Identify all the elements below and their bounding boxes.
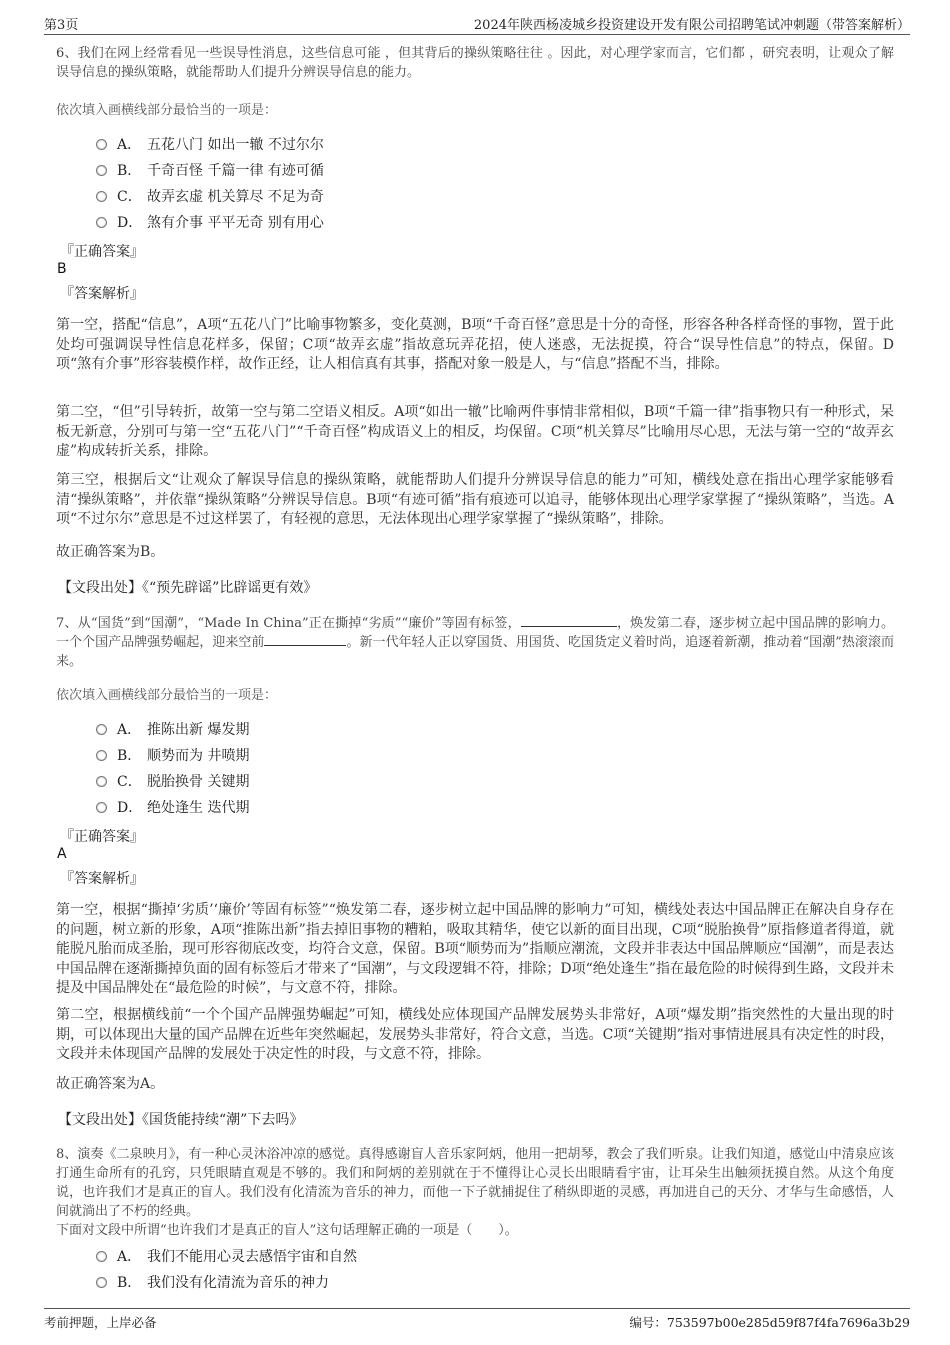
option-text: 绝处逢生 迭代期 <box>147 800 250 816</box>
question-7-option-c[interactable] <box>96 772 249 792</box>
radio-icon[interactable] <box>96 1251 107 1262</box>
option-text: 我们没有化清流为音乐的神力 <box>147 1275 329 1291</box>
question-8-stem: 8、演奏《二泉映月》，有一种心灵沐浴冲凉的感觉。真得感谢盲人音乐家阿炳，他用一把胡琴，教会了我们听泉。让我们知道，感觉山中清泉应该打通生命所有的孔窍，只凭眼睛直观是不够的。我们和阿炳的差别就在于不懂得让心灵长出眼睛看宇宙，让耳朵生出触须抚摸自然。从这个角度说，也许我们才是真正的盲人。我们没有化清流为音乐的神力，而他一下子就捕捉住了稍纵即逝的灵感，再加进自己的天分、才华与生命感悟，人间就淌出了不朽的经典。 <box>56 1147 894 1219</box>
question-6-analysis-3-block <box>56 471 894 530</box>
question-6-stem: 6、我们在网上经常看见一些误导性消息，这些信息可能 ，但其背后的操纵策略往往 。因此，对心理学家而言，它们都 ，研究表明，让观众了解误导信息的操纵策略，就能帮助人们提升分辨误导信息的能力。 <box>56 46 894 80</box>
radio-icon[interactable] <box>96 776 107 787</box>
page-number: 第3页 <box>44 18 79 33</box>
option-letter: B． <box>117 163 142 179</box>
question-6-option-a[interactable] <box>96 135 324 155</box>
option-text: 千奇百怪 千篇一律 有迹可循 <box>147 163 324 179</box>
question-7-stem <box>56 614 894 671</box>
option-letter: A． <box>117 1249 142 1265</box>
question-6-analysis-2-block <box>56 403 894 462</box>
option-letter: B． <box>117 748 142 764</box>
question-6-stem-block <box>56 44 894 82</box>
option-text: 推陈出新 爆发期 <box>147 722 250 738</box>
analysis-conclusion: 故正确答案为A。 <box>56 1076 165 1092</box>
question-8-option-a[interactable] <box>96 1247 357 1267</box>
option-letter: D． <box>117 800 143 816</box>
question-6-conclusion-block <box>56 543 894 563</box>
option-letter: C． <box>117 189 142 205</box>
page-header <box>44 12 910 35</box>
blank-line-2 <box>264 633 346 646</box>
correct-answer-label: 『正确答案』 <box>60 829 144 845</box>
correct-answer-value: A <box>57 846 67 862</box>
analysis-paragraph: 第二空，“但”引导转折，故第一空与第二空语义相反。A项“如出一辙”比喻两件事情非常相似，B项“千篇一律”指事物只有一种形式，呆板无新意，分别可与第一空“五花八门”“千奇百怪”构成语义上的相反，均保留。C项“机关算尽”比喻用尽心思，无法与第一空的“故弄玄虚”构成转折关系，排除。 <box>56 404 894 459</box>
question-8-prompt: 下面对文段中所谓“也许我们才是真正的盲人”这句话理解正确的一项是（ ）。 <box>56 1223 518 1238</box>
option-letter: A． <box>117 722 142 738</box>
option-letter: B． <box>117 1275 142 1291</box>
question-6-analysis-1-block <box>56 316 894 375</box>
analysis-paragraph: 第三空，根据后文“让观众了解误导信息的操纵策略，就能帮助人们提升分辨误导信息的能力”可知，横线处意在指出心理学家能够看清“操纵策略”，并依靠“操纵策略”分辨误导信息。B项“有迹可循”指有痕迹可以追寻，能够体现出心理学家掌握了“操纵策略”，当选。A项“不过尔尔”意思是不过这样罢了，有轻视的意思，无法体现出心理学家掌握了“操纵策略”，排除。 <box>56 472 894 527</box>
question-7-option-b[interactable] <box>96 746 249 766</box>
option-text: 顺势而为 井喷期 <box>147 748 250 764</box>
analysis-conclusion: 故正确答案为B。 <box>56 544 165 560</box>
radio-icon[interactable] <box>96 139 107 150</box>
radio-icon[interactable] <box>96 750 107 761</box>
option-text: 故弄玄虚 机关算尽 不足为奇 <box>147 189 324 205</box>
question-6-prompt: 依次填入画横线部分最恰当的一项是： <box>56 103 278 118</box>
correct-answer-label: 『正确答案』 <box>60 244 144 260</box>
question-7-option-d[interactable] <box>96 798 249 818</box>
option-text: 五花八门 如出一辙 不过尔尔 <box>147 137 324 153</box>
question-7-stem-block <box>56 614 894 671</box>
question-6-source: 【文段出处】《“预先辟谣”比辟谣更有效》 <box>58 580 318 596</box>
document-title: 2024年陕西杨凌城乡投资建设开发有限公司招聘笔试冲刺题（带答案解析） <box>473 18 910 33</box>
question-7-stem-part-3: 。新一代年轻人正以穿国货、用国货、吃国货定义着时尚，追逐着新潮，推动着“国潮”热滚滚而来。 <box>56 635 894 669</box>
correct-answer-value: B <box>57 261 67 277</box>
question-7-prompt: 依次填入画横线部分最恰当的一项是： <box>56 688 278 703</box>
question-6-option-c[interactable] <box>96 187 324 207</box>
analysis-label: 『答案解析』 <box>60 286 144 302</box>
question-7-prompt-block <box>56 687 894 705</box>
question-6-option-d[interactable] <box>96 213 324 233</box>
question-8-stem-block <box>56 1145 894 1240</box>
page-footer <box>44 1308 910 1329</box>
analysis-paragraph: 第一空，搭配“信息”，A项“五花八门”比喻事物繁多，变化莫测，B项“千奇百怪”意思是十分的奇怪，形容各种各样奇怪的事物，置于此处均可强调误导性信息花样多，保留；C项“故弄玄虚”指故意玩弄花招，使人迷惑，无法捉摸，符合“误导性信息”的特点，保留。D项“煞有介事”形容装模作样，故作正经，让人相信真有其事，搭配对象一般是人，与“信息”搭配不当，排除。 <box>56 317 894 372</box>
option-text: 脱胎换骨 关键期 <box>147 774 250 790</box>
radio-icon[interactable] <box>96 1277 107 1288</box>
question-6-option-b[interactable] <box>96 161 324 181</box>
option-letter: D． <box>117 215 143 231</box>
analysis-paragraph: 第一空，根据“撕掉‘劣质’‘廉价’等固有标签”“焕发第二春，逐步树立起中国品牌的影响力”可知，横线处表达中国品牌正在解决自身存在的问题，树立新的形象，A项“推陈出新”指去掉旧事物的糟粕，吸取其精华，使它以新的面目出现，C项“脱胎换骨”原指修道者得道，就能脱凡胎而成圣胎，现可形容彻底改变，均符合文意，保留。B项“顺势而为”指顺应潮流，文段并非表达中国品牌顺应“国潮”，而是表达中国品牌在逐渐撕掉负面的固有标签后才带来了“国潮”，与文段逻辑不符，排除；D项“绝处逢生”指在最危险的时候得到生路，文段并未提及中国品牌处在“最危险的时候”，与文意不符，排除。 <box>56 902 894 996</box>
analysis-paragraph: 第二空，根据横线前“一个个国产品牌强势崛起”可知，横线处应体现国产品牌发展势头非常好，A项“爆发期”指突然性的大量出现的时期，可以体现出大量的国产品牌在近些年突然崛起，发展势头非常好，符合文意，当选。C项“关键期”指对事情进展具有决定性的时段，文段并未体现国产品牌的发展处于决定性的时段，与文意不符，排除。 <box>56 1007 894 1062</box>
question-6-prompt-block <box>56 102 894 120</box>
radio-icon[interactable] <box>96 191 107 202</box>
blank-line-1 <box>521 614 617 627</box>
option-text: 煞有介事 平平无奇 别有用心 <box>147 215 324 231</box>
question-7-stem-part-2: ，焕发第二春，逐步树立起中国品牌的影响力。一个个国产品牌强势崛起，迎来空前 <box>56 616 894 650</box>
question-7-analysis-1-block <box>56 901 894 999</box>
option-letter: C． <box>117 774 142 790</box>
analysis-label: 『答案解析』 <box>60 871 144 887</box>
question-7-analysis-2-block <box>56 1006 894 1065</box>
document-serial-number: 编号：753597b00e285d59f87f4fa7696a3b29 <box>629 1315 910 1330</box>
question-8-option-b[interactable] <box>96 1273 329 1293</box>
question-7-stem-part-1: 7、从“国货”到“国潮”，“Made In China”正在撕掉“劣质”“廉价”等固有标签， <box>56 616 521 631</box>
radio-icon[interactable] <box>96 724 107 735</box>
question-7-conclusion-block <box>56 1075 894 1095</box>
option-letter: A． <box>117 137 142 153</box>
radio-icon[interactable] <box>96 217 107 228</box>
option-text: 我们不能用心灵去感悟宇宙和自然 <box>147 1249 357 1265</box>
radio-icon[interactable] <box>96 802 107 813</box>
question-7-option-a[interactable] <box>96 720 249 740</box>
radio-icon[interactable] <box>96 165 107 176</box>
footer-slogan: 考前押题，上岸必备 <box>44 1315 157 1330</box>
question-7-source: 【文段出处】《国货能持续“潮”下去吗》 <box>58 1112 304 1128</box>
